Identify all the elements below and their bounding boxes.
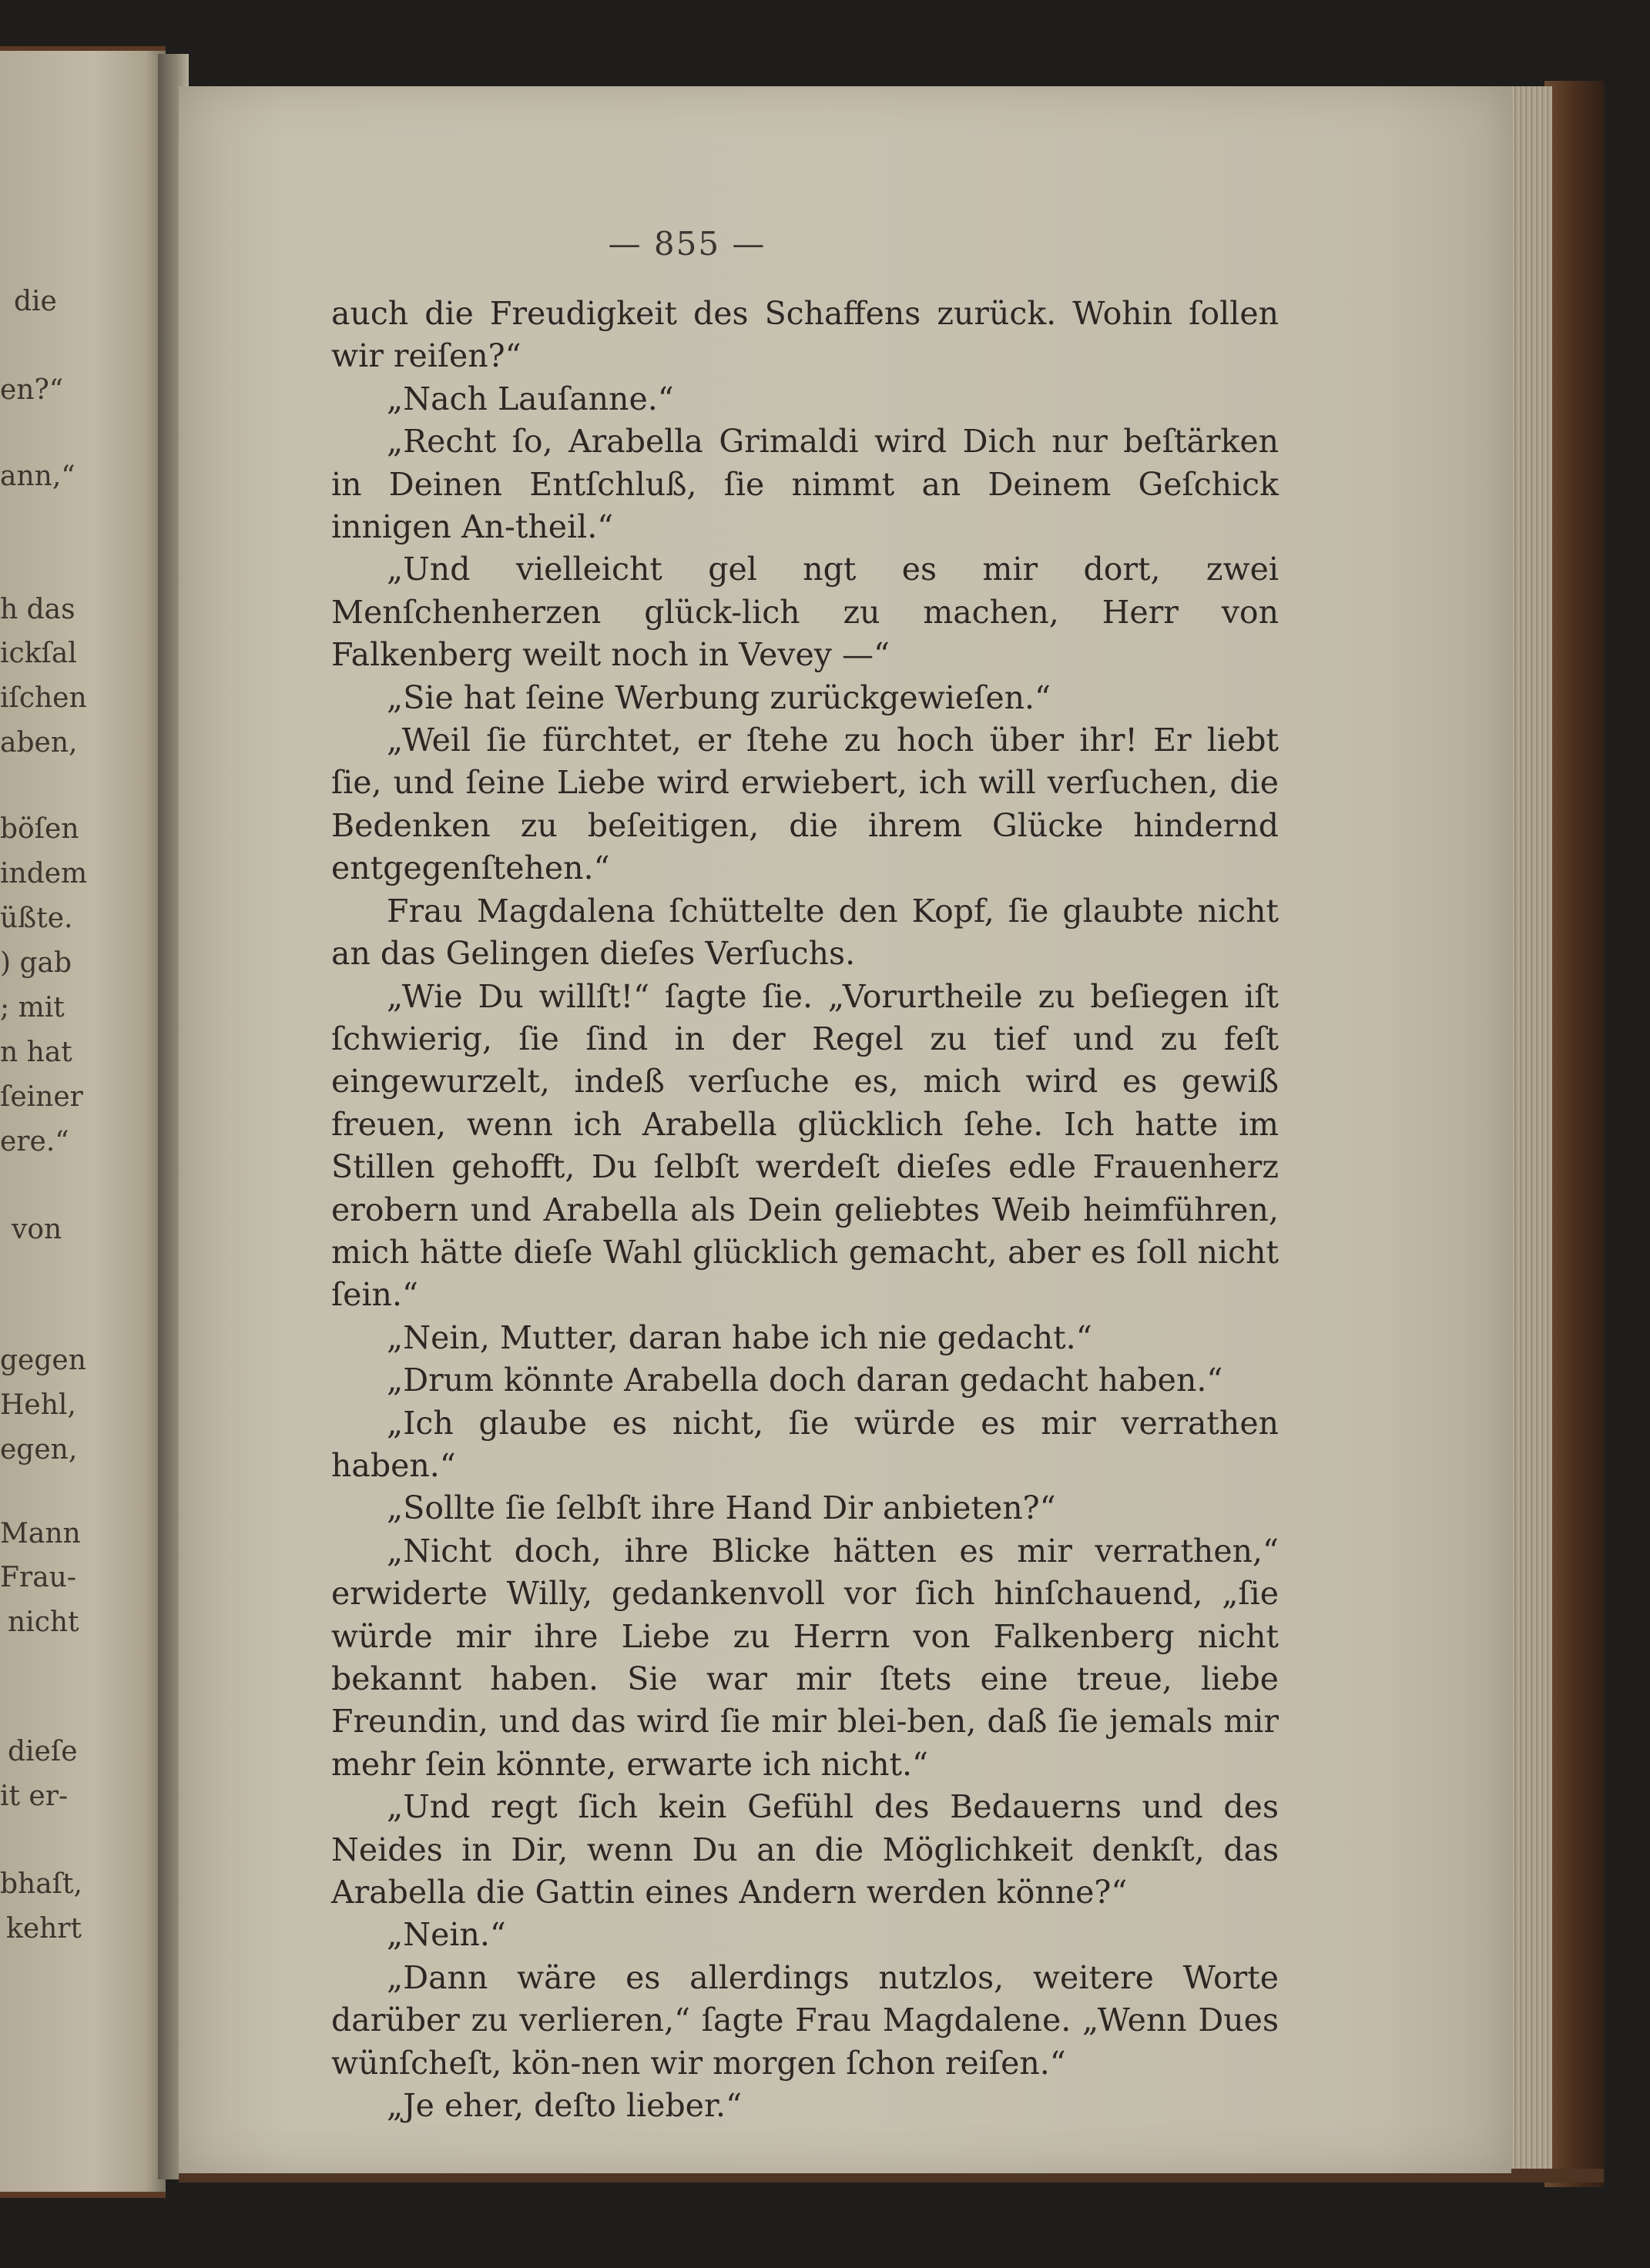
left-page-fragment: dieſe <box>8 1736 78 1767</box>
paragraph: „Weil ſie fürchtet, er ſtehe zu hoch über ihr! Er liebt ſie, und ſeine Liebe wird erwiebert, ich will verſuchen, die Bedenken zu beſeitigen, die ihrem Glücke hindernd entgegenſtehen.“ <box>331 722 1279 887</box>
left-page-fragment: n hat <box>0 1037 72 1068</box>
paragraph: „Nein, Mutter, daran habe ich nie gedacht.“ <box>387 1318 1092 1356</box>
left-page-fragment: it er- <box>0 1781 69 1812</box>
paragraph: „Sie hat ſeine Werbung zurückgewieſen.“ <box>387 678 1051 716</box>
left-page-fragment: die <box>14 286 57 317</box>
paragraph: „Und vielleicht gel ngt es mir dort, zwei Menſchenherzen glück-lich zu machen, Herr von Falkenberg weilt noch in Vevey —“ <box>331 551 1279 674</box>
left-page <box>0 46 166 2198</box>
page-number: — 855 — <box>608 225 766 263</box>
left-page-fragment: Frau- <box>0 1562 76 1593</box>
left-page-fragment: indem <box>0 858 88 889</box>
left-page-fragment: nicht <box>8 1606 79 1638</box>
left-page-fragment: ann,“ <box>0 461 75 492</box>
page-stack-edge <box>1506 86 1552 2173</box>
left-page-fragment: gegen <box>0 1345 86 1376</box>
left-page-fragment: Mann <box>0 1518 81 1549</box>
left-page-fragment: von <box>12 1214 62 1245</box>
paragraph: „Nicht doch, ihre Blicke hätten es mir verrathen,“ erwiderte Willy, gedankenvoll vor ſich hinſchauend, „ſie würde mir ihre Liebe zu Herrn von Falkenberg nicht bekannt haben. Sie war mir ſtets eine treue, liebe Freundin, und das wird ſie mir blei-ben, daß ſie jemals mir mehr ſein könnte, erwarte ich nicht.“ <box>331 1532 1279 1783</box>
paragraph: „Ich glaube es nicht, ſie würde es mir verrathen haben.“ <box>331 1404 1279 1484</box>
left-page-fragment: ickſal <box>0 638 77 669</box>
paragraph: „Je eher, deſto lieber.“ <box>387 2087 743 2125</box>
left-page-fragment: kehrt <box>6 1913 82 1945</box>
left-page-fragment: bhaſt, <box>0 1868 82 1900</box>
paragraph: Frau Magdalena ſchüttelte den Kopf, ſie glaubte nicht an das Gelingen dieſes Verſuchs. <box>331 892 1279 973</box>
paragraph: „Wie Du willſt!“ ſagte ſie. „Vorurtheile zu beſiegen iſt ſchwierig, ſie ſind in der Regel zu tief und zu feſt eingewurzelt, indeß verſuche es, mich wird es gewiß freuen, wenn ich Arabella glücklich ſehe. Ich hatte im Stillen gehofft, Du ſelbſt werdeſt dieſes edle Frauenherz erobern und Arabella als Dein geliebtes Weib heimführen, mich hätte dieſe Wahl glücklich gemacht, aber es ſoll nicht ſein.“ <box>331 977 1279 1314</box>
left-page-fragment: egen, <box>0 1434 78 1466</box>
paragraph: „Nein.“ <box>387 1916 506 1954</box>
paragraph: auch die Freudigkeit des Schaffens zurück. Wohin ſollen wir reiſen?“ <box>331 295 1279 375</box>
left-page-fragment: üßte. <box>0 903 73 934</box>
paragraph: „Und regt ſich kein Gefühl des Bedauerns und des Neides in Dir, wenn Du an die Möglichkeit denkſt, das Arabella die Gattin eines Andern werden könne?“ <box>331 1788 1279 1911</box>
left-page-fragment: ere.“ <box>0 1126 69 1157</box>
book-cover-edge <box>1544 81 1605 2187</box>
left-page-fragment: en?“ <box>0 374 64 406</box>
left-page-fragment: aben, <box>0 727 78 759</box>
paragraph: „Dann wäre es allerdings nutzlos, weitere Worte darüber zu verlieren,“ ſagte Frau Magdalene. „Wenn Dues wünſcheſt, kön-nen wir morgen ſchon reiſen.“ <box>331 1958 1279 2082</box>
body-text <box>331 293 1279 2127</box>
paragraph: „Drum könnte Arabella doch daran gedacht haben.“ <box>387 1362 1223 1399</box>
left-page-fragment: iſchen <box>0 682 87 714</box>
paragraph: „Sollte ſie ſelbſt ihre Hand Dir anbieten?“ <box>387 1489 1056 1527</box>
paragraph: „Recht ſo, Arabella Grimaldi wird Dich nur beſtärken in Deinen Entſchluß, ſie nimmt an Deinem Geſchick innigen An-theil.“ <box>331 423 1279 546</box>
left-page-fragment: böſen <box>0 813 79 845</box>
left-page-fragment: Hehl, <box>0 1389 76 1421</box>
left-page-fragment: ; mit <box>0 992 65 1023</box>
left-page-fragment: h das <box>0 594 75 625</box>
left-page-fragment: ſeiner <box>0 1081 83 1113</box>
paragraph: „Nach Lauſanne.“ <box>387 380 674 417</box>
left-page-fragment: ) gab <box>0 947 72 979</box>
